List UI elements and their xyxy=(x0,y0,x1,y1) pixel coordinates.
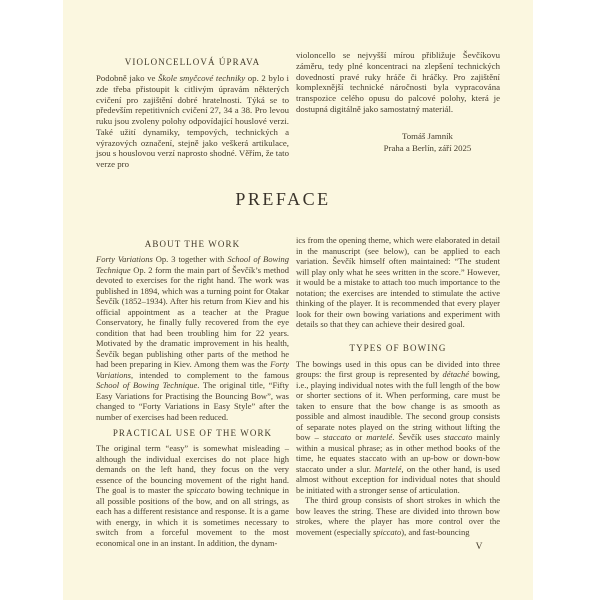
main-column-right xyxy=(296,235,500,537)
book-page xyxy=(63,0,533,600)
continuation-paragraph: ics from the opening theme, which were elaborated in detail in the manuscript (see below), can be applied to each variation. Ševčík himself often maintained: “The student will play only what he sees written in the score.” However, it would be a mistake to attach too much importance to the notation; the exercises are intended to stimulate the active thinking of the player. It is recommended that every player look for their own bowing variations and experiment with details so that they can achieve their desired goal. xyxy=(296,235,500,329)
page-number: V xyxy=(475,542,483,552)
about-the-work-heading: ABOUT THE WORK xyxy=(144,239,241,249)
czech-column-right xyxy=(296,50,500,115)
practical-use-heading: PRACTICAL USE OF THE WORK xyxy=(112,428,273,438)
types-of-bowing-paragraph-1: The bowings used in this opus can be divided into three groups: the first group is represented by détaché bowing, i.e., playing individual notes with the full length of the bow or shorter sections of it. When performing, care must be taken to ensure that the bow change is as smooth as possible and almost inaudible. The second group consists of separate notes played on the string without lifting the bow – staccato or martelé. Ševčík uses staccato mainly within a musical phrase; as in other method books of the time, he equates staccato with an up-bow or down-bow staccato under a slur. Martelé, on the other hand, is used almost without exception for individual notes that should be initiated with a stronger sense of articulation. xyxy=(296,358,501,495)
czech-left-paragraph: Podobně jako ve Škole smyčcové techniky op. 2 bylo i zde třeba přistoupit k citlivým úpravám některých cvičení pro zajištění dobré hratelnosti. Týká se to především repetitivních cvičení 27, 34 a 38. Pro levou ruku jsou zvoleny polohy odpovídající houslové verzi. Také užití dynamiky, tempových, technických a výrazových označení, stejně jako veškerá artikulace, jsou s houslovou verzí naprosto shodné. Věřím, že tato verze pro xyxy=(96,73,289,169)
czech-column-left xyxy=(96,57,289,170)
types-of-bowing-heading: TYPES OF BOWING xyxy=(349,342,447,353)
page-title: PREFACE xyxy=(235,189,331,209)
czech-section-heading: VIOLONCELLOVÁ ÚPRAVA xyxy=(124,57,261,67)
signature-name: Tomáš Jamník xyxy=(402,131,453,141)
about-the-work-paragraph: Forty Variations Op. 3 together with School of Bowing Technique Op. 2 form the main part of Ševčík’s method devoted to exercises for the right hand. The work was published in 1894, which was a turning point for Otakar Ševčík (1852–1934). After his return from Kiev and his official appointment as a teacher at the Prague Conservatory, he finally fully recovered from the eye condition that had been troubling him for 22 years. Motivated by the dramatic improvement in his health, Ševčík began publishing other parts of the method he had been preparing in Kiev. Among them was the Forty Variations, intended to complement to the famous School of Bowing Technique. The original title, “Fifty Easy Variations for Practising the Bouncing Bow”, was changed to “Forty Variations in Easy Style” after the number of exercises had been reduced. xyxy=(96,254,289,422)
practical-use-paragraph: The original term “easy” is somewhat misleading – although the individual exercises do not place high demands on the left hand, they focus on the very essence of the bouncing movement of the right hand. The goal is to master the spiccato bowing technique in all possible positions of the bow, and on all strings, as each has a different resistance and response. It is a game with energy, in which it is sometimes necessary to switch from a forceful movement to the most economical one in an instant. In addition, the dynam- xyxy=(96,443,289,548)
czech-right-paragraph: violoncello se nejvyšší mírou přibližuje Ševčíkovu záměru, tedy plné koncentraci na zlepšení technických dovedností pravé ruky hráče či hráčky. Pro zajištění komplexnější technické náročnosti byla vypracována transpozice celého opusu do palcové polohy, která je dostupná digitálně jako samostatný materiál. xyxy=(296,50,500,114)
types-of-bowing-paragraph-2: The third group consists of short strokes in which the bow leaves the string. These are divided into thrown bow strokes, where the player has more control over the movement (especially spiccato), and fast-bouncing xyxy=(296,495,500,537)
main-column-left xyxy=(96,239,289,548)
signature-place-date: Praha a Berlín, září 2025 xyxy=(383,142,472,153)
signature-block xyxy=(329,131,526,154)
